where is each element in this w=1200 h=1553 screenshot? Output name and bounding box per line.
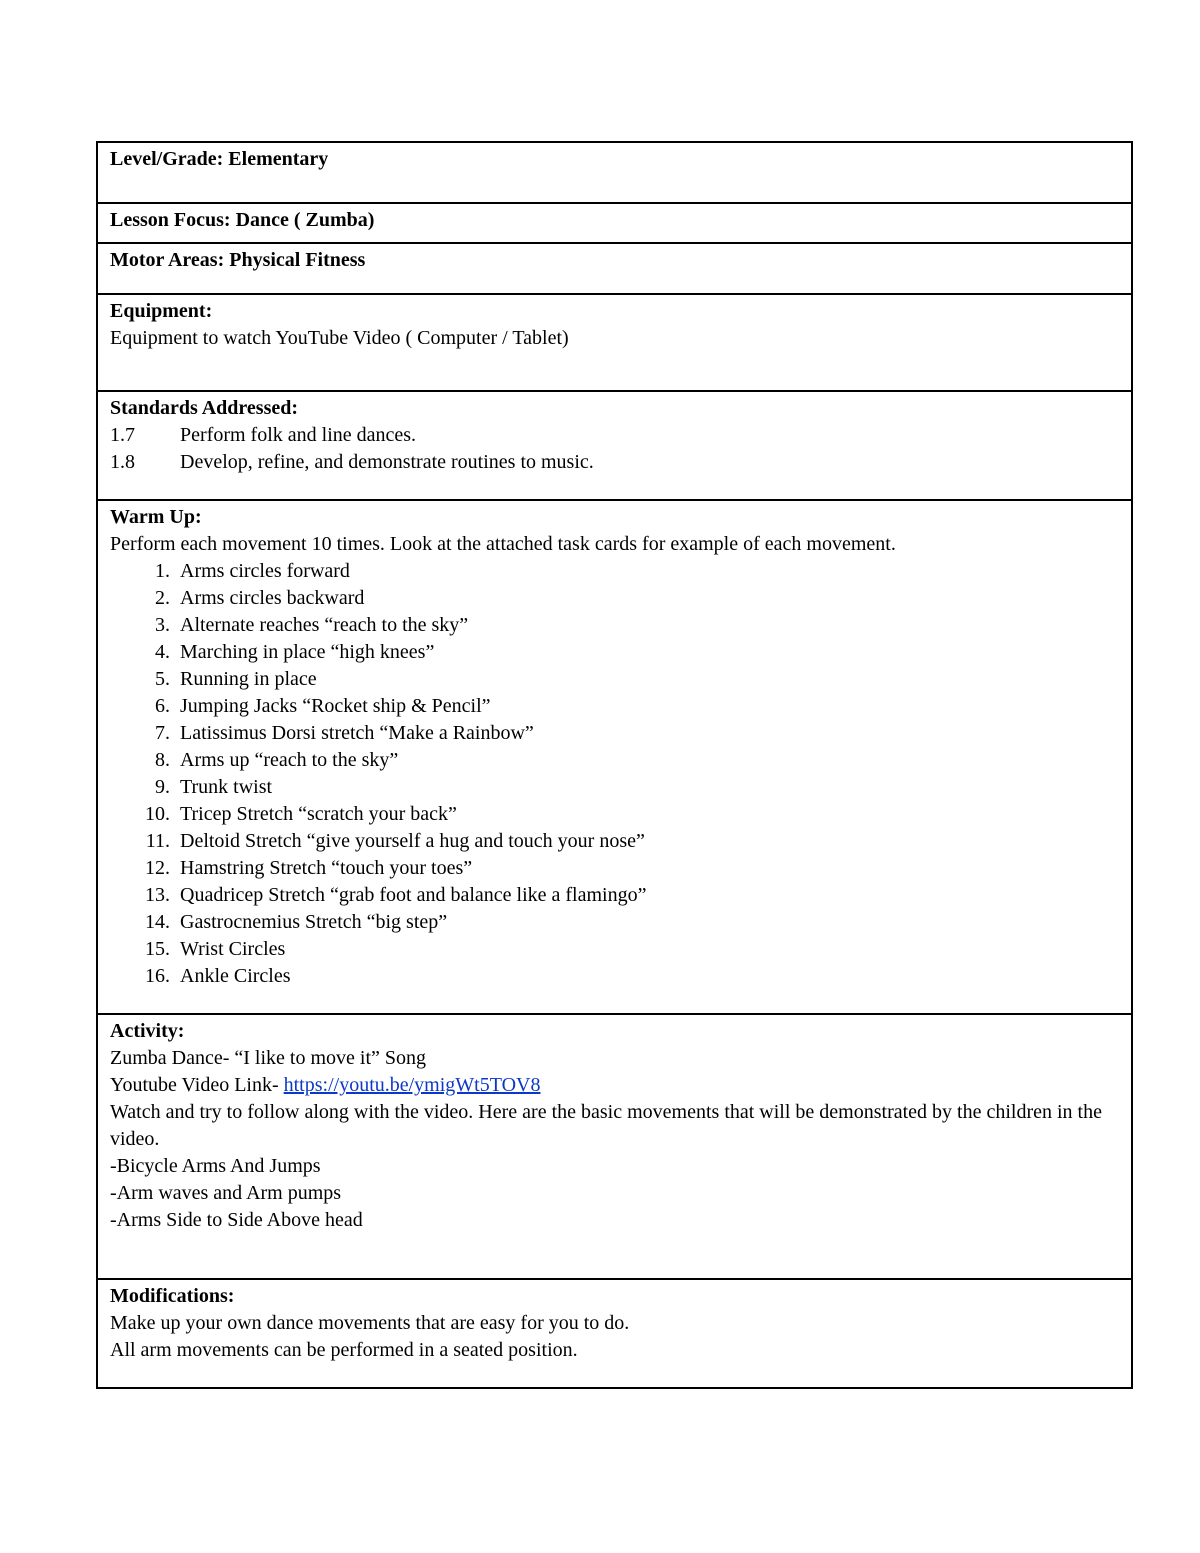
activity-move: -Arm waves and Arm pumps	[110, 1182, 342, 1204]
list-item	[110, 639, 1119, 666]
activity-song: Zumba Dance- “I like to move it” Song	[110, 1047, 427, 1069]
list-item-text: Arms up “reach to the sky”	[180, 749, 399, 771]
list-item-number: 4.	[155, 641, 170, 663]
list-item-number: 1.	[155, 560, 170, 582]
standard-item	[110, 449, 1119, 476]
equipment-heading: Equipment:	[110, 300, 213, 322]
list-item-text: Running in place	[180, 668, 317, 690]
list-item-number: 12.	[145, 857, 170, 879]
list-item-text: Deltoid Stretch “give yourself a hug and touch your nose”	[180, 830, 645, 852]
list-item	[110, 558, 1119, 585]
lesson-focus-cell	[98, 204, 1131, 244]
list-item-text: Gastrocnemius Stretch “big step”	[180, 911, 448, 933]
list-item-text: Hamstring Stretch “touch your toes”	[180, 857, 473, 879]
activity-link-line	[110, 1072, 1119, 1099]
list-item	[110, 585, 1119, 612]
standard-text: Perform folk and line dances.	[180, 424, 417, 446]
lesson-plan-table	[96, 141, 1133, 1389]
list-item	[110, 693, 1119, 720]
list-item	[110, 774, 1119, 801]
list-item-number: 8.	[155, 749, 170, 771]
youtube-video-link[interactable]: https://youtu.be/ymigWt5TOV8	[283, 1074, 541, 1096]
warmup-heading: Warm Up:	[110, 506, 202, 528]
list-item-number: 16.	[145, 965, 170, 987]
list-item-text: Ankle Circles	[180, 965, 291, 987]
list-item-number: 3.	[155, 614, 170, 636]
standard-number: 1.7	[110, 424, 135, 446]
standard-text: Develop, refine, and demonstrate routines to music.	[180, 451, 594, 473]
list-item-text: Wrist Circles	[180, 938, 286, 960]
activity-move: -Arms Side to Side Above head	[110, 1209, 363, 1231]
standard-number: 1.8	[110, 451, 135, 473]
modifications-cell	[98, 1280, 1131, 1387]
list-item-number: 5.	[155, 668, 170, 690]
modifications-heading: Modifications:	[110, 1285, 235, 1307]
level-grade-cell	[98, 143, 1131, 204]
standards-cell	[98, 392, 1131, 501]
activity-instructions: Watch and try to follow along with the video. Here are the basic movements that will be demonstrated by the children in the video.	[110, 1101, 1102, 1150]
modification-line: Make up your own dance movements that are easy for you to do.	[110, 1312, 630, 1334]
activity-move: -Bicycle Arms And Jumps	[110, 1155, 321, 1177]
list-item-text: Trunk twist	[180, 776, 273, 798]
list-item-number: 7.	[155, 722, 170, 744]
list-item	[110, 666, 1119, 693]
list-item-text: Jumping Jacks “Rocket ship & Pencil”	[180, 695, 491, 717]
list-item-number: 10.	[145, 803, 170, 825]
list-item	[110, 747, 1119, 774]
activity-link-label: Youtube Video Link-	[110, 1074, 284, 1096]
motor-areas-cell	[98, 244, 1131, 295]
list-item-text: Marching in place “high knees”	[180, 641, 435, 663]
activity-heading: Activity:	[110, 1020, 185, 1042]
list-item-text: Quadricep Stretch “grab foot and balance like a flamingo”	[180, 884, 647, 906]
list-item	[110, 855, 1119, 882]
list-item-number: 13.	[145, 884, 170, 906]
list-item	[110, 720, 1119, 747]
lesson-focus-label: Lesson Focus: Dance ( Zumba)	[110, 209, 375, 231]
list-item-text: Arms circles backward	[180, 587, 365, 609]
warmup-cell	[98, 501, 1131, 1015]
activity-cell	[98, 1015, 1131, 1280]
motor-areas-label: Motor Areas: Physical Fitness	[110, 249, 366, 271]
modification-line: All arm movements can be performed in a seated position.	[110, 1339, 578, 1361]
list-item-text: Tricep Stretch “scratch your back”	[180, 803, 457, 825]
list-item	[110, 936, 1119, 963]
standards-heading: Standards Addressed:	[110, 397, 299, 419]
list-item	[110, 828, 1119, 855]
list-item-number: 15.	[145, 938, 170, 960]
list-item	[110, 909, 1119, 936]
list-item-text: Arms circles forward	[180, 560, 350, 582]
list-item-text: Alternate reaches “reach to the sky”	[180, 614, 469, 636]
level-grade-label: Level/Grade: Elementary	[110, 148, 329, 170]
list-item-number: 14.	[145, 911, 170, 933]
standard-item	[110, 422, 1119, 449]
list-item	[110, 882, 1119, 909]
list-item-number: 9.	[155, 776, 170, 798]
list-item	[110, 963, 1119, 990]
list-item-text: Latissimus Dorsi stretch “Make a Rainbow”	[180, 722, 534, 744]
list-item-number: 6.	[155, 695, 170, 717]
list-item-number: 11.	[145, 830, 170, 852]
list-item	[110, 612, 1119, 639]
warmup-intro: Perform each movement 10 times. Look at the attached task cards for example of each movement.	[110, 533, 896, 555]
equipment-text: Equipment to watch YouTube Video ( Computer / Tablet)	[110, 327, 569, 349]
list-item-number: 2.	[155, 587, 170, 609]
list-item	[110, 801, 1119, 828]
equipment-cell	[98, 295, 1131, 392]
